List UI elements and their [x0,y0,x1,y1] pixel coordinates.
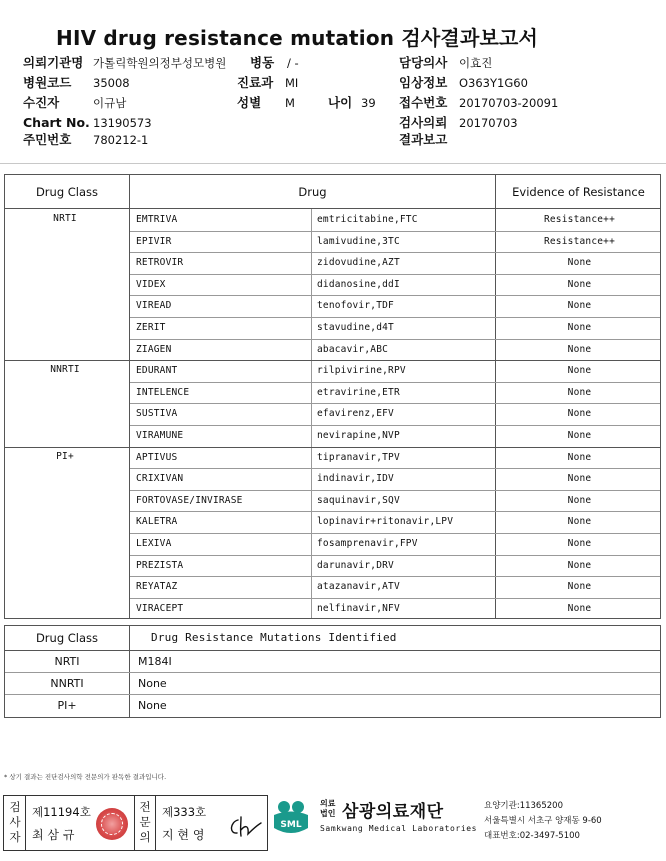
chart-value: 13190573 [93,116,152,130]
svg-text:SML: SML [280,820,302,830]
age-value: 39 [361,96,376,110]
drug-class-nnrti: NNRTI [50,364,80,376]
specialist-label: 전 문 의 [139,800,151,844]
drug-generic: indinavir,IDV [317,473,394,485]
drug-generic: zidovudine,AZT [317,257,400,269]
drug-brand: LEXIVA [136,538,172,549]
id-label: 주민번호 [23,132,72,147]
hospital-code-value: 35008 [93,76,130,90]
corp-prefix: 의료 법인 [320,799,336,818]
class-column-rule [129,175,130,618]
header-evidence: Evidence of Resistance [512,185,645,199]
drug-brand: ZIAGEN [136,343,172,355]
drug-generic: etravirine,ETR [317,386,400,398]
mut-header-mutations: Drug Resistance Mutations Identified [151,631,397,644]
mut-class-pi: PI+ [57,699,77,712]
drug-class-pi: PI+ [56,450,74,462]
resistance-evidence: None [567,494,592,506]
request-label: 검사의뢰 [399,115,448,130]
drug-generic: tipranavir,TPV [317,451,400,463]
resistance-evidence: None [567,473,592,485]
receipt-value: 20170703-20091 [459,96,559,110]
resistance-evidence: Resistance++ [543,214,616,225]
resistance-evidence: None [567,300,592,312]
request-value: 20170703 [459,116,518,130]
examiner-seal-icon [96,808,128,840]
patient-value: 이규남 [93,96,127,110]
drug-generic: lamivudine,3TC [317,235,400,247]
resistance-evidence: None [567,430,592,441]
sex-label: 성별 [237,95,262,110]
drug-generic: efavirenz,EFV [317,408,394,420]
doctor-label: 담당의사 [399,55,448,70]
hospital-code-label: 병원코드 [23,75,72,90]
mut-value-nnrti: None [138,677,167,690]
corp-english: Samkwang Medical Laboratories [320,824,478,833]
drug-generic: nevirapine,NVP [317,430,400,441]
mut-class-nrti: NRTI [54,655,80,668]
examiner-label: 검 사 자 [9,800,21,844]
drug-generic: emtricitabine,FTC [317,214,418,225]
resistance-evidence: None [567,581,592,593]
drug-brand: CRIXIVAN [136,473,184,485]
mutations-table [4,625,661,718]
drug-brand: VIRAMUNE [136,430,184,441]
interpretation-footnote: * 상기 결과는 진단검사의학 전문의가 판독한 결과입니다. [4,773,167,781]
mut-value-pi: None [138,699,167,712]
drug-brand: KALETRA [136,516,178,528]
drug-generic: nelfinavir,NFV [317,602,400,614]
evidence-column-rule [495,175,496,618]
drug-brand: EPIVIR [136,235,172,247]
resistance-evidence: None [567,257,592,269]
resistance-evidence: None [567,408,592,420]
drug-generic: didanosine,ddI [317,278,400,290]
institution-label: 의뢰기관명 [23,55,84,70]
drug-brand: RETROVIR [136,257,184,269]
drug-generic: rilpivirine,RPV [317,365,406,377]
resistance-evidence: Resistance++ [543,235,616,247]
drug-generic: abacavir,ABC [317,343,389,355]
drug-generic: fosamprenavir,FPV [317,538,418,549]
doctor-value: 이효진 [459,56,493,70]
drug-generic: tenofovir,TDF [317,300,394,312]
dept-value: MI [285,76,299,90]
signature-box [3,795,268,851]
resistance-evidence: None [567,386,592,398]
drug-generic: atazanavir,ATV [317,581,400,593]
chart-label: Chart No. [23,115,90,130]
drug-brand: APTIVUS [136,451,178,463]
report-label: 결과보고 [399,132,448,147]
examiner-name: 최 삼 규 [32,828,75,842]
resistance-evidence: None [567,322,592,333]
drug-brand: EDURANT [136,365,178,377]
drug-resistance-table [4,174,661,619]
resistance-evidence: None [567,343,592,355]
drug-generic: stavudine,d4T [317,322,394,333]
sex-value: M [285,96,295,110]
drug-generic: darunavir,DRV [317,559,394,571]
resistance-evidence: None [567,559,592,571]
clinical-value: O363Y1G60 [459,76,528,90]
specialist-name: 지 현 영 [162,828,205,842]
id-value: 780212-1 [93,133,149,147]
patient-label: 수진자 [23,95,60,110]
header-drug-class: Drug Class [35,185,99,199]
mut-class-nnrti: NNRTI [50,677,84,690]
resistance-evidence: None [567,365,592,377]
report-title: HIV drug resistance mutation 검사결과보고서 [56,26,539,50]
ward-value: / - [287,56,299,70]
drug-brand: FORTOVASE/INVIRASE [136,494,243,506]
mut-header-class: Drug Class [35,631,99,645]
dept-label: 진료과 [237,75,274,90]
specialist-license: 제333호 [162,805,207,819]
drug-generic: lopinavir+ritonavir,LPV [317,516,454,528]
drug-brand: REYATAZ [136,581,178,593]
mut-row-rule [5,694,660,695]
drug-class-nrti: NRTI [53,213,77,224]
institution-value: 가톨릭학원의정부성모병원 [93,56,227,70]
mut-header-rule [5,650,660,651]
generic-column-rule [311,209,312,618]
sml-logo-icon [271,798,311,842]
resistance-evidence: None [567,516,592,528]
drug-brand: ZERIT [136,322,166,333]
drug-brand: INTELENCE [136,386,190,398]
age-label: 나이 [328,95,353,110]
drug-generic: saquinavir,SQV [317,494,400,506]
drug-brand: VIRACEPT [136,602,184,614]
drug-brand: EMTRIVA [136,214,178,225]
ward-label: 병동 [250,55,275,70]
clinical-label: 임상정보 [399,75,448,90]
mut-row-rule [5,672,660,673]
resistance-evidence: None [567,538,592,549]
receipt-label: 접수번호 [399,95,448,110]
mut-value-nrti: M184I [138,655,172,668]
drug-brand: PREZISTA [136,559,184,571]
corp-name: 삼광의료재단 [342,802,444,822]
resistance-evidence: None [567,451,592,463]
company-address: 서울특별시 서초구 양재동 9-60 [484,816,602,826]
drug-brand: VIDEX [136,278,166,290]
header-divider [0,163,666,164]
company-phone: 대표번호:02-3497-5100 [484,831,580,841]
examiner-license: 제11194호 [32,805,91,819]
header-drug: Drug [298,185,327,199]
drug-brand: VIREAD [136,300,172,312]
signature-icon [226,814,264,840]
drug-brand: SUSTIVA [136,408,178,420]
institution-code: 요양기관:11365200 [484,801,563,811]
resistance-evidence: None [567,602,592,614]
resistance-evidence: None [567,278,592,290]
